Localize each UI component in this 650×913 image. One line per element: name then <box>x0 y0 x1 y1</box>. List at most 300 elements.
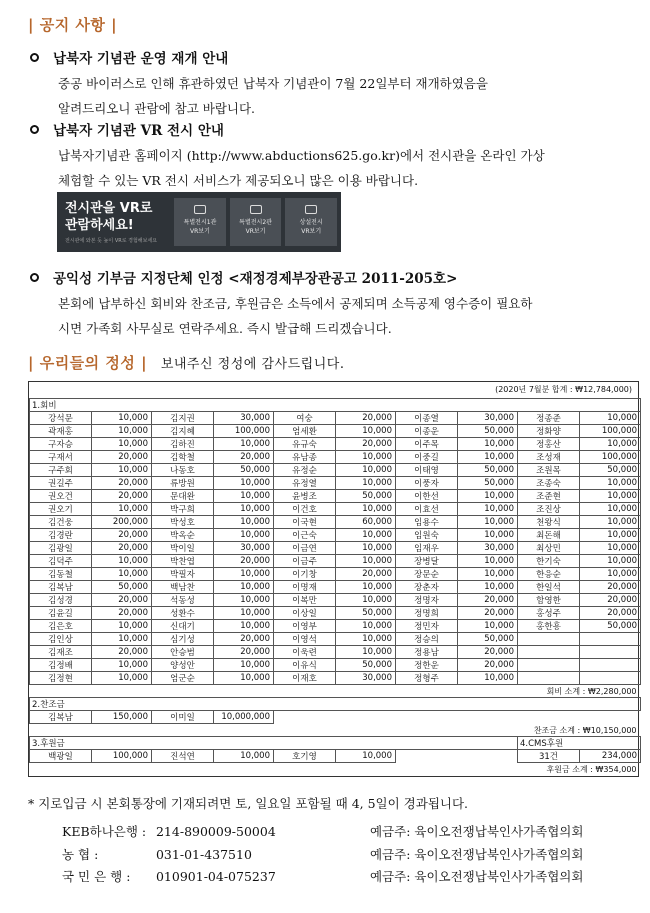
donor-name: 정승의 <box>396 633 458 646</box>
donor-name: 박필자 <box>152 568 214 581</box>
donation-amount: 20,000 <box>214 555 274 568</box>
donor-name: 엄군순 <box>152 672 214 685</box>
donor-name: 김윤길 <box>30 607 92 620</box>
donor-name: 권오건 <box>30 490 92 503</box>
donation-amount: 30,000 <box>214 542 274 555</box>
donor-name: 이복만 <box>274 594 336 607</box>
donation-amount: 60,000 <box>336 516 396 529</box>
donor-name: 정용남 <box>396 646 458 659</box>
donation-amount: 10,000 <box>92 464 152 477</box>
donor-name: 이주목 <box>396 438 458 451</box>
donor-name: 정명자 <box>396 594 458 607</box>
vr-button-special-2[interactable]: 특별전시2관 VR보기 <box>230 198 282 246</box>
donor-name: 김동철 <box>30 568 92 581</box>
donation-amount: 10,000 <box>92 659 152 672</box>
donor-name: 이유식 <box>274 659 336 672</box>
notice-line: 중공 바이러스로 인해 휴관하였던 납북자 기념관이 7월 22일부터 재개하였음을 <box>58 76 488 91</box>
donor-name: 구자승 <box>30 438 92 451</box>
donor-name: 김건웅 <box>30 516 92 529</box>
donation-amount: 10,000 <box>580 412 641 425</box>
donation-amount: 20,000 <box>92 490 152 503</box>
donor-name: 이한선 <box>396 490 458 503</box>
donor-name: 심기성 <box>152 633 214 646</box>
table-row <box>30 594 641 607</box>
transfer-footnote: * 지로입금 시 본회통장에 기재되려면 토, 일요일 포함될 때 4, 5일이 경과됩니다. <box>28 796 469 811</box>
table-row <box>30 490 641 503</box>
donation-amount: 10,000 <box>336 464 396 477</box>
vr-button-special-1[interactable]: 특별전시1관 VR보기 <box>174 198 226 246</box>
donation-amount: 10,000 <box>214 490 274 503</box>
donor-name: 박찬엽 <box>152 555 214 568</box>
notice-line: 시면 가족회 사무실로 연락주세요. 즉시 발급해 드리겠습니다. <box>58 321 392 336</box>
donor-name: 한응순 <box>518 568 580 581</box>
donation-amount: 10,000 <box>336 646 396 659</box>
donor-name: 구주회 <box>30 464 92 477</box>
donation-amount: 30,000 <box>458 542 518 555</box>
donation-amount: 10,000 <box>336 477 396 490</box>
donor-name: 정홍산 <box>518 438 580 451</box>
category-label: 1.회비 <box>30 399 641 412</box>
donation-amount: 10,000 <box>336 594 396 607</box>
table-row <box>30 633 641 646</box>
donation-amount: 10,000,000 <box>214 711 274 724</box>
donor-name: 이명재 <box>274 581 336 594</box>
donor-name: 이태영 <box>396 464 458 477</box>
donation-table <box>28 381 639 777</box>
bullet-circle-icon <box>30 125 39 134</box>
donor-name: 조진상 <box>518 503 580 516</box>
donation-amount: 20,000 <box>214 646 274 659</box>
donor-name: 김은호 <box>30 620 92 633</box>
donation-section-title: | 우리들의 정성 | 보내주신 정성에 감사드립니다. <box>28 354 345 372</box>
donor-name: 김덕주 <box>30 555 92 568</box>
donor-name: 김성경 <box>30 594 92 607</box>
donation-amount: 10,000 <box>458 438 518 451</box>
account-number: 031-01-437510 <box>155 847 252 862</box>
donor-name: 이효선 <box>396 503 458 516</box>
empty-cell <box>396 750 518 763</box>
empty-cell <box>274 711 641 724</box>
donor-name: 김복남 <box>30 711 92 724</box>
donor-name: 김복남 <box>30 581 92 594</box>
table-row <box>30 412 641 425</box>
donation-amount: 10,000 <box>336 620 396 633</box>
bullet-circle-icon <box>30 53 39 62</box>
donor-name: 박구희 <box>152 503 214 516</box>
donor-name: 이국현 <box>274 516 336 529</box>
donation-amount: 10,000 <box>92 438 152 451</box>
donation-amount: 10,000 <box>458 620 518 633</box>
donation-amount: 10,000 <box>336 555 396 568</box>
donor-name: 조준현 <box>518 490 580 503</box>
donation-amount: 10,000 <box>580 529 641 542</box>
donor-name: 유규숙 <box>274 438 336 451</box>
donor-name: 백광일 <box>30 750 92 763</box>
account-holder: 예금주: 육이오전쟁납북인사가족협의회 <box>369 824 584 839</box>
vr-banner-caption: 전시관에 와본 듯 높이 VR로 경험해보세요 <box>65 238 158 244</box>
category-row <box>30 698 641 711</box>
donation-amount: 50,000 <box>458 633 518 646</box>
donor-name: 홍성주 <box>518 607 580 620</box>
notice-line: 알려드리오니 관람에 참고 바랍니다. <box>58 101 256 116</box>
donation-amount: 50,000 <box>580 620 641 633</box>
donor-name: 정민자 <box>396 620 458 633</box>
donation-amount: 10,000 <box>92 633 152 646</box>
donation-amount: 10,000 <box>214 659 274 672</box>
camera-icon <box>194 205 206 214</box>
donor-name: 김지권 <box>152 412 214 425</box>
category-label: 2.찬조금 <box>30 698 641 711</box>
donation-amount: 10,000 <box>458 516 518 529</box>
notice-title: 납북자 기념관 VR 전시 안내 <box>53 123 224 139</box>
donation-amount: 10,000 <box>458 451 518 464</box>
donor-name <box>518 672 580 685</box>
donor-name: 성환수 <box>152 607 214 620</box>
donor-name: 권오기 <box>30 503 92 516</box>
donor-name: 이재호 <box>274 672 336 685</box>
table-row <box>30 438 641 451</box>
donation-amount: 10,000 <box>580 516 641 529</box>
donor-name: 김재조 <box>30 646 92 659</box>
donation-amount: 10,000 <box>92 555 152 568</box>
vr-banner[interactable] <box>57 192 341 252</box>
donation-amount: 20,000 <box>580 594 641 607</box>
subtotal-row <box>30 763 641 776</box>
donation-amount: 10,000 <box>92 672 152 685</box>
donor-name: 박성호 <box>152 516 214 529</box>
donor-name: 정한운 <box>396 659 458 672</box>
donation-amount: 10,000 <box>580 542 641 555</box>
donor-name: 나동호 <box>152 464 214 477</box>
donation-amount: 20,000 <box>92 646 152 659</box>
donor-name: 호기영 <box>274 750 336 763</box>
donor-name: 정형주 <box>396 672 458 685</box>
table-row <box>30 555 641 568</box>
table-row <box>30 516 641 529</box>
table-row <box>30 581 641 594</box>
bank-account-row <box>62 867 583 885</box>
donation-amount: 10,000 <box>458 568 518 581</box>
donation-amount: 20,000 <box>92 542 152 555</box>
table-row <box>30 568 641 581</box>
donation-amount: 20,000 <box>92 529 152 542</box>
notice-line: 본회에 납부하신 회비와 찬조금, 후원금은 소득에서 공제되며 소득공제 영수증이 필요하 <box>58 296 533 311</box>
bank-name: KEB하나은행 : <box>62 824 147 839</box>
donation-amount: 20,000 <box>458 646 518 659</box>
donation-amount: 10,000 <box>458 581 518 594</box>
donor-name: 장춘자 <box>396 581 458 594</box>
bank-account-row <box>62 845 583 863</box>
donation-amount: 20,000 <box>92 477 152 490</box>
donor-name: 임용수 <box>396 516 458 529</box>
donation-amount: 10,000 <box>458 672 518 685</box>
donor-name: 이영부 <box>274 620 336 633</box>
donor-name: 이근숙 <box>274 529 336 542</box>
donation-amount: 20,000 <box>580 581 641 594</box>
donation-amount: 50,000 <box>336 659 396 672</box>
donor-name: 백남찬 <box>152 581 214 594</box>
donation-amount: 100,000 <box>214 425 274 438</box>
donation-amount: 20,000 <box>92 594 152 607</box>
donor-name: 정명희 <box>396 607 458 620</box>
donor-name: 김인상 <box>30 633 92 646</box>
donation-amount: 20,000 <box>336 412 396 425</box>
donation-amount: 10,000 <box>214 438 274 451</box>
monthly-total: (2020년 7월분 합계 : ₩12,784,000) <box>495 385 632 394</box>
donation-amount: 10,000 <box>458 490 518 503</box>
donation-amount: 10,000 <box>580 477 641 490</box>
donation-amount: 50,000 <box>458 464 518 477</box>
donor-name: 석동성 <box>152 594 214 607</box>
table-row <box>30 542 641 555</box>
donation-amount: 10,000 <box>214 516 274 529</box>
donation-amount <box>580 659 641 672</box>
donation-amount: 30,000 <box>214 412 274 425</box>
donor-name: 이미일 <box>152 711 214 724</box>
donor-name: 이욱련 <box>274 646 336 659</box>
donor-name: 박옥순 <box>152 529 214 542</box>
donor-name: 이중길 <box>396 451 458 464</box>
subtotal-row <box>30 685 641 698</box>
donation-amount: 10,000 <box>214 620 274 633</box>
category-row <box>30 399 641 412</box>
account-holder: 예금주: 육이오전쟁납북인사가족협의회 <box>369 869 584 884</box>
donation-amount: 30,000 <box>336 672 396 685</box>
membership-subtotal: 회비 소계 : ₩2,280,000 <box>546 686 637 696</box>
donation-amount: 10,000 <box>336 581 396 594</box>
bank-name: 국 민 은 행 : <box>62 869 131 884</box>
donor-name: 이금연 <box>274 542 336 555</box>
table-row <box>30 672 641 685</box>
donor-name: 장병달 <box>396 555 458 568</box>
donation-amount: 10,000 <box>214 672 274 685</box>
donation-amount: 10,000 <box>336 542 396 555</box>
bank-name: 농 협 : <box>62 847 99 862</box>
vr-banner-title: 전시관을 VR로 <box>65 201 153 216</box>
table-row <box>30 464 641 477</box>
donation-amount: 10,000 <box>92 503 152 516</box>
table-row <box>30 451 641 464</box>
donation-amount: 10,000 <box>214 581 274 594</box>
donor-name: 유정열 <box>274 477 336 490</box>
notice-title: 공익성 기부금 지정단체 인정 <재정경제부장관공고 2011-205호> <box>53 271 458 287</box>
category-label: 3.후원금 <box>30 737 518 750</box>
donation-section-subtitle: 보내주신 정성에 감사드립니다. <box>160 357 345 372</box>
donation-amount: 20,000 <box>580 607 641 620</box>
donation-amount: 10,000 <box>580 490 641 503</box>
donation-amount: 100,000 <box>92 750 152 763</box>
donor-name: 김학철 <box>152 451 214 464</box>
donor-name: 함영한 <box>518 594 580 607</box>
donation-amount: 10,000 <box>214 750 274 763</box>
donation-amount: 20,000 <box>214 633 274 646</box>
notice-item-3 <box>30 267 532 341</box>
table-row <box>30 620 641 633</box>
notice-item-1 <box>30 47 488 121</box>
donor-name <box>518 646 580 659</box>
donation-amount <box>580 646 641 659</box>
donor-name: 여숭 <box>274 412 336 425</box>
donation-amount: 20,000 <box>92 451 152 464</box>
donation-amount: 10,000 <box>214 594 274 607</box>
account-number: 214-890009-50004 <box>155 824 276 839</box>
donation-amount: 10,000 <box>336 425 396 438</box>
donor-name: 최돈해 <box>518 529 580 542</box>
donation-amount: 10,000 <box>214 503 274 516</box>
vr-banner-title: 관람하세요! <box>65 218 134 233</box>
donation-amount: 10,000 <box>458 529 518 542</box>
donation-amount: 10,000 <box>336 750 396 763</box>
donor-name: 양성안 <box>152 659 214 672</box>
donor-name <box>518 633 580 646</box>
donation-amount: 20,000 <box>458 607 518 620</box>
donor-name: 류방원 <box>152 477 214 490</box>
donation-amount: 150,000 <box>92 711 152 724</box>
bank-account-row <box>62 822 583 840</box>
category-label: 4.CMS후원 <box>518 737 641 750</box>
donor-name: 임원숙 <box>396 529 458 542</box>
donor-name: 최상민 <box>518 542 580 555</box>
donor-name: 한일석 <box>518 581 580 594</box>
sponsorship-subtotal: 찬조금 소계 : ₩10,150,000 <box>533 725 637 735</box>
table-row <box>30 750 641 763</box>
donation-amount: 20,000 <box>458 594 518 607</box>
donation-amount: 50,000 <box>458 477 518 490</box>
cms-amount: 234,000 <box>580 750 641 763</box>
donation-amount: 10,000 <box>92 620 152 633</box>
table-row <box>30 646 641 659</box>
vr-button-permanent[interactable]: 상설전시 VR보기 <box>285 198 337 246</box>
donor-name: 김광일 <box>30 542 92 555</box>
donor-name: 이금주 <box>274 555 336 568</box>
donor-name: 이기창 <box>274 568 336 581</box>
donation-amount: 10,000 <box>580 503 641 516</box>
donation-amount: 10,000 <box>214 607 274 620</box>
donor-name: 조종숙 <box>518 477 580 490</box>
notice-title: 납북자 기념관 운영 재개 안내 <box>53 51 229 67</box>
donor-name: 이종열 <box>396 412 458 425</box>
table-row <box>30 503 641 516</box>
donor-name: 한기숙 <box>518 555 580 568</box>
bullet-circle-icon <box>30 273 39 282</box>
donation-amount <box>580 633 641 646</box>
donor-name: 신대기 <box>152 620 214 633</box>
donor-name: 이종운 <box>396 425 458 438</box>
donor-name: 이영석 <box>274 633 336 646</box>
table-row <box>30 529 641 542</box>
donation-amount: 50,000 <box>214 464 274 477</box>
donation-amount: 20,000 <box>92 607 152 620</box>
donation-amount: 10,000 <box>214 568 274 581</box>
donation-amount: 10,000 <box>458 503 518 516</box>
donor-name: 임재우 <box>396 542 458 555</box>
account-holder: 예금주: 육이오전쟁납북인사가족협의회 <box>369 847 584 862</box>
camera-icon <box>305 205 317 214</box>
donor-name: 문대완 <box>152 490 214 503</box>
notice-item-2 <box>30 119 545 193</box>
notice-line: 납북자기념관 홈페이지 (http://www.abductions625.go.kr)에서 전시관을 온라인 가상 <box>58 148 545 163</box>
donation-amount: 50,000 <box>336 490 396 503</box>
donation-amount: 20,000 <box>336 568 396 581</box>
donor-name: 김하진 <box>152 438 214 451</box>
donation-amount: 20,000 <box>214 451 274 464</box>
donation-amount: 10,000 <box>458 555 518 568</box>
table-row <box>30 659 641 672</box>
donor-name: 조원목 <box>518 464 580 477</box>
account-number: 010901-04-075237 <box>155 869 276 884</box>
notice-section-title: | 공지 사항 | <box>28 16 118 34</box>
donation-amount: 50,000 <box>336 607 396 620</box>
donor-name: 구재서 <box>30 451 92 464</box>
donor-name: 홍한흥 <box>518 620 580 633</box>
table-row <box>30 607 641 620</box>
donation-amount: 20,000 <box>458 659 518 672</box>
donor-name: 김경란 <box>30 529 92 542</box>
donor-name: 정화양 <box>518 425 580 438</box>
donation-amount: 10,000 <box>214 477 274 490</box>
donation-amount: 10,000 <box>336 633 396 646</box>
donor-name: 이상일 <box>274 607 336 620</box>
category-row <box>30 737 641 750</box>
donation-amount: 100,000 <box>580 451 641 464</box>
cms-count: 31건 <box>518 750 580 763</box>
notice-line: 체험할 수 있는 VR 전시 서비스가 제공되오니 많은 이용 바랍니다. <box>58 173 419 188</box>
donation-amount: 10,000 <box>580 568 641 581</box>
donation-amount: 100,000 <box>580 425 641 438</box>
donation-amount: 10,000 <box>336 529 396 542</box>
table-row <box>30 477 641 490</box>
camera-icon <box>250 205 262 214</box>
table-row <box>30 711 641 724</box>
support-subtotal: 후원금 소계 : ₩354,000 <box>546 764 637 774</box>
donor-name: 강석문 <box>30 412 92 425</box>
donation-amount: 10,000 <box>92 425 152 438</box>
donation-amount <box>580 672 641 685</box>
donation-amount: 20,000 <box>336 438 396 451</box>
donation-amount: 10,000 <box>580 438 641 451</box>
donor-name: 조성재 <box>518 451 580 464</box>
donation-amount: 10,000 <box>580 555 641 568</box>
donor-name: 안승범 <box>152 646 214 659</box>
donation-amount: 50,000 <box>580 464 641 477</box>
donation-amount: 50,000 <box>92 581 152 594</box>
donor-name: 곽재홍 <box>30 425 92 438</box>
donor-name: 권길주 <box>30 477 92 490</box>
donor-name: 이건호 <box>274 503 336 516</box>
donor-name: 정종준 <box>518 412 580 425</box>
donation-amount: 200,000 <box>92 516 152 529</box>
donor-name: 윤병조 <box>274 490 336 503</box>
donor-name: 유남종 <box>274 451 336 464</box>
donor-name: 유정순 <box>274 464 336 477</box>
donation-amount: 10,000 <box>336 503 396 516</box>
donor-name: 장문순 <box>396 568 458 581</box>
donation-amount: 10,000 <box>92 568 152 581</box>
donor-name: 김정배 <box>30 659 92 672</box>
donor-name: 박이일 <box>152 542 214 555</box>
donation-amount: 30,000 <box>458 412 518 425</box>
table-row <box>30 425 641 438</box>
donor-name: 김지혜 <box>152 425 214 438</box>
donor-name: 김정현 <box>30 672 92 685</box>
donor-name: 엄세환 <box>274 425 336 438</box>
donor-name <box>518 659 580 672</box>
donor-name: 진석연 <box>152 750 214 763</box>
donation-amount: 10,000 <box>92 412 152 425</box>
donation-amount: 50,000 <box>458 425 518 438</box>
donor-name: 이풍자 <box>396 477 458 490</box>
donation-amount: 10,000 <box>336 451 396 464</box>
